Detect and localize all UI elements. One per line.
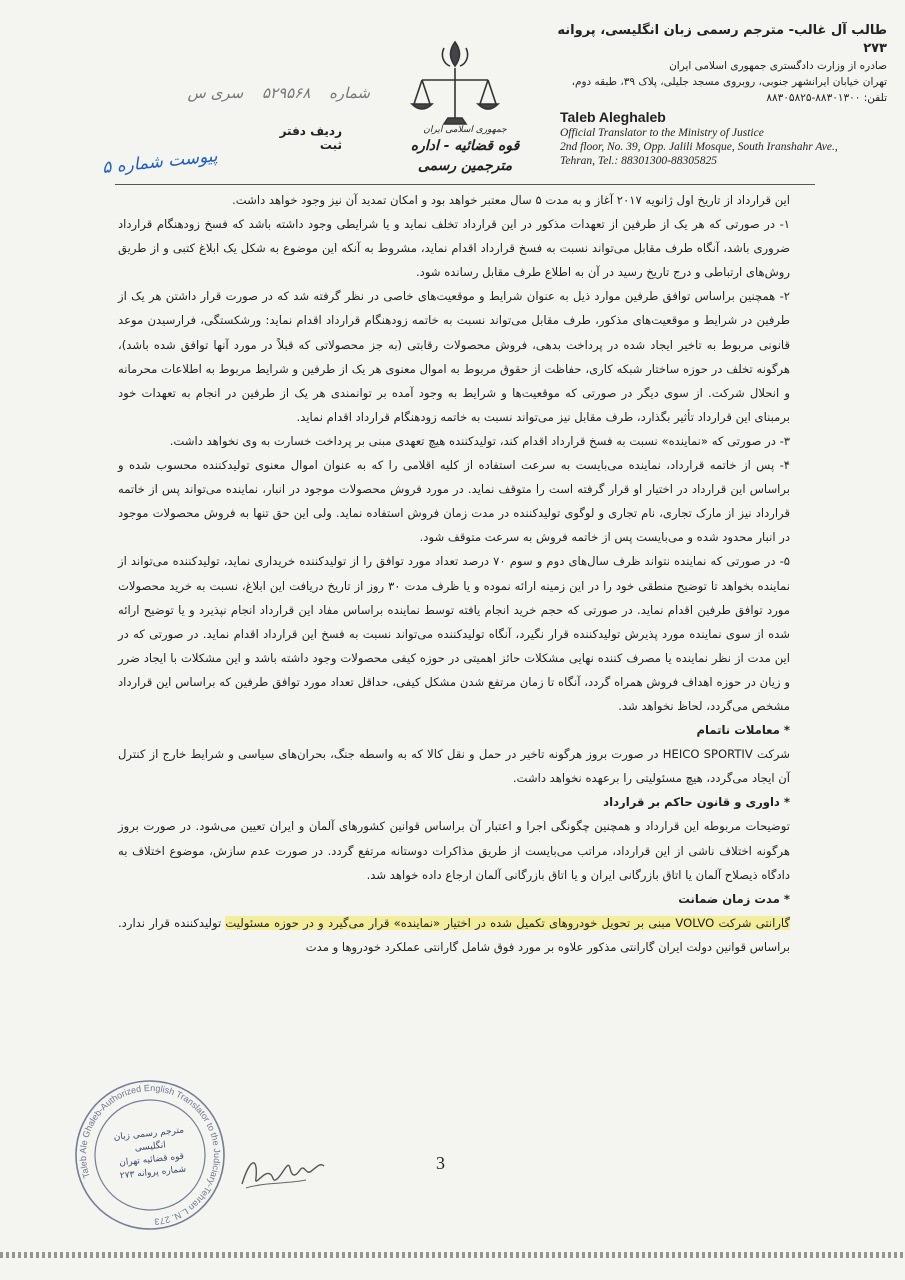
translator-phone-en: Tehran, Tel.: 88301300-88305825 <box>560 155 717 167</box>
paragraph-intro: این قرارداد از تاریخ اول ژانویه ۲۰۱۷ آغاز و به مدت ۵ سال معتبر خواهد بود و امکان تمدید آن نیز وجود خواهد داشت. <box>232 193 790 207</box>
scan-edge <box>0 1252 905 1258</box>
seal-line-2: قوه قضائیه تهران <box>118 1151 185 1169</box>
translator-name-fa: طالب آل غالب- مترجم رسمی زبان انگلیسی، پروانه ۲۷۳ <box>557 23 887 56</box>
heading-warranty: * مدت زمان ضمانت <box>678 891 790 906</box>
translator-header-en <box>560 108 890 168</box>
warranty-text: تولیدکننده قرار ندارد. براساس قوانین دولت ایران گارانتی مذکور علاوه بر مورد فوق شامل گارانتی عملکرد خودروها و مدت <box>118 915 790 954</box>
registration-number <box>120 84 370 102</box>
seal-center-text <box>106 1124 197 1185</box>
highlighted-text: گارانتی شرکت VOLVO مبنی بر تحویل خودروهای تکمیل شده در اختیار «نماینده» قرار می‌گیرد و در حوزه مسئولیت <box>225 915 790 930</box>
paragraph-clause-4: ۴- پس از خاتمه قرارداد، نماینده می‌بایست به سرعت استفاده از کلیه اقلامی را که به عنوان اموال معنوی تولیدکننده محسوب شده و براساس این قرارداد در اختیار او قرار گرفته است را متوقف نماید. در مورد فروش محصولات موجود در انبار، نماینده می‌تواند پس از خاتمه قرارداد نیز از مارک تجاری، نام تجاری و لوگوی تولیدکننده در مدت زمان فروش استفاده نماید. ولی این حق تنها به فروش محصولات موجود در انبار محدود شده و می‌بایست پس از خاتمه فروش به سرعت متوقف شود. <box>118 458 790 545</box>
paragraph-warranty <box>118 911 790 959</box>
emblem-caption <box>390 124 540 176</box>
seal-line-1: مترجم رسمی زبان انگلیسی <box>113 1125 185 1154</box>
page-number: 3 <box>436 1153 445 1173</box>
registration-series: سری س <box>187 84 244 102</box>
registration-value: ۵۲۹۵۶۸ <box>261 84 311 102</box>
translator-header-fa <box>557 22 887 106</box>
translator-address-fa: تهران خیابان ایرانشهر جنوبی، روبروی مسجد جلیلی، پلاک ۳۹، طبقه دوم، <box>571 76 887 88</box>
heading-unfinished-transactions: * معاملات ناتمام <box>696 723 790 738</box>
paragraph-clause-5: ۵- در صورتی که نماینده نتواند ظرف سال‌های دوم و سوم ۷۰ درصد تعداد مورد توافق را از تولیدکننده خریداری نماید، تولیدکننده می‌تواند از نماینده بخواهد تا توضیح منطقی خود را در این زمینه ارائه نموده و یا ظرف مدت ۳۰ روز از تاریخ دریافت این ابلاغ، نسبت به خرید محصولات مورد توافق طرفین اقدام نماید. در صورتی که حجم خرید انجام یافته توسط نماینده براساس مفاد این قرارداد انجام نپذیرد و یا توضیح ارائه شده از سوی نماینده مورد پذیرش تولیدکننده قرار نگیرد، آنگاه تولیدکننده می‌تواند نسبت به فسخ این قرارداد اقدام نماید. در صورتی که در این مدت از نظر نماینده یا مصرف کننده نهایی مشکلات حائز اهمیتی در حوزه کیفی محصولات وجود داشته باشد و این مشکلات با ایجاد ضرر و زیان در حوزه اهداف فروش همراه گردد، آنگاه تا زمان مرتفع شدن مشکل کیفی، حداقل تعداد مورد توافق طرفین که براساس این قرارداد مشخص می‌گردد، لحاظ نخواهد شد. <box>118 554 791 713</box>
handwritten-annotation: پیوست شماره ۵ <box>101 146 219 179</box>
paragraph-arbitration: توضیحات مربوطه این قرارداد و همچنین چگونگی اجرا و اعتبار آن براساس قوانین کشورهای آلمان و ایران تعیین می‌شود. در صورت بروز هرگونه اختلاف ناشی از این قرارداد، مراتب می‌بایست از طریق مذاکرات دوستانه مرتفع گردد. در صورت عدم سازش، موضوع اختلاف به دادگاه ذیصلاح آلمان یا اتاق بازرگانی ایران و یا اتاق بازرگانی آلمان ارجاع داده خواهد شد. <box>118 819 790 882</box>
seal-ring-text: Taleb Ale Ghaleb-Authorized English Translator to the Judiciary-Tehran L.N. 273 <box>77 1082 223 1227</box>
heading-arbitration: * داوری و قانون حاکم بر قرارداد <box>603 795 790 810</box>
translator-phone-fa: تلفن: ۸۸۳۰۱۳۰۰-۸۸۳۰۵۸۲۵ <box>766 92 887 104</box>
emblem-department: قوه قضائیه - اداره مترجمین رسمی <box>410 138 520 174</box>
paragraph-clause-3: ۳- در صورتی که «نماینده» نسبت به فسخ قرارداد اقدام کند، تولیدکننده هیچ تعهدی مبنی بر پرداخت خسارت به وی نخواهد داشت. <box>169 433 790 448</box>
translator-title-en: Official Translator to the Ministry of Justice <box>560 127 764 139</box>
paragraph-clause-1: ۱- در صورتی که هر یک از طرفین از تعهدات مذکور در این قرارداد تخلف نماید و یا شرایطی وجود داشته باشد که فسخ زودهنگام قرارداد ضروری باشد، آنگاه طرف مقابل می‌تواند نسبت به فسخ قرارداد اقدام نماید، مشروط به آنکه این موضوع به شکل یک ابلاغ کتبی و از طریق روش‌های ارتباطی و درج تاریخ رسید در آن به اطلاع طرف مقابل رسانده شود. <box>118 217 790 280</box>
paragraph-clause-2: ۲- همچنین براساس توافق طرفین موارد ذیل به عنوان شرایط و موقعیت‌های خاصی در نظر گرفته شد که در صورت قرار داشتن هر یک از طرفین در شرایط و موقعیت‌های مذکور، طرف مقابل می‌تواند نسبت به خاتمه زودهنگام قرارداد اقدام نماید: ورشکستگی، فرارسیدن موعد قانونی مربوط به تاخیر ایجاد شده در پرداخت بدهی، فروش محصولات رقابتی (به جز محصولاتی که قبلاً در مورد آنها توافق شده باشد)، هرگونه تخلف در حوزه ساختار شبکه کاری، حفاظت از حقوق مربوط به اموال معنوی هر یک از طرفین و شرایط مربوط به اطلاعات محرمانه و انحلال شرکت. از سوی دیگر در صورتی که موقعیت‌ها و شرایط به وجود آمده بر توانمندی هر یک از طرفین در انجام به تعهدات خود برمبنای این قرارداد تأثیر بگذارد، طرف مقابل نیز می‌تواند نسبت به خاتمه زودهنگام قرارداد اقدام نماید. <box>118 289 790 424</box>
translator-license-fa: صادره از وزارت دادگستری جمهوری اسلامی ایران <box>669 60 887 72</box>
seal-line-3: شماره پروانه ۲۷۳ <box>119 1164 187 1182</box>
paragraph-force-majeure: شرکت HEICO SPORTIV در صورت بروز هرگونه تاخیر در حمل و نقل کالا که به واسطه جنگ، بحران‌های سیاسی و شرایط خارج از کنترل آن ایجاد می‌گردد، هیچ مسئولیتی را برعهده نخواهد داشت. <box>118 747 790 786</box>
signature-icon <box>236 1148 331 1196</box>
ledger-label: ردیف دفتر ثبت <box>279 124 342 152</box>
registration-label: شماره <box>329 84 370 102</box>
translator-name-en: Taleb Aleghaleb <box>560 109 666 125</box>
translator-address-en: 2nd floor, No. 39, Opp. Jalili Mosque, South Iranshahr Ave., <box>560 141 838 153</box>
emblem-country: جمهوری اسلامی ایران <box>423 125 507 135</box>
contract-body <box>118 188 790 959</box>
header-divider <box>115 184 815 185</box>
